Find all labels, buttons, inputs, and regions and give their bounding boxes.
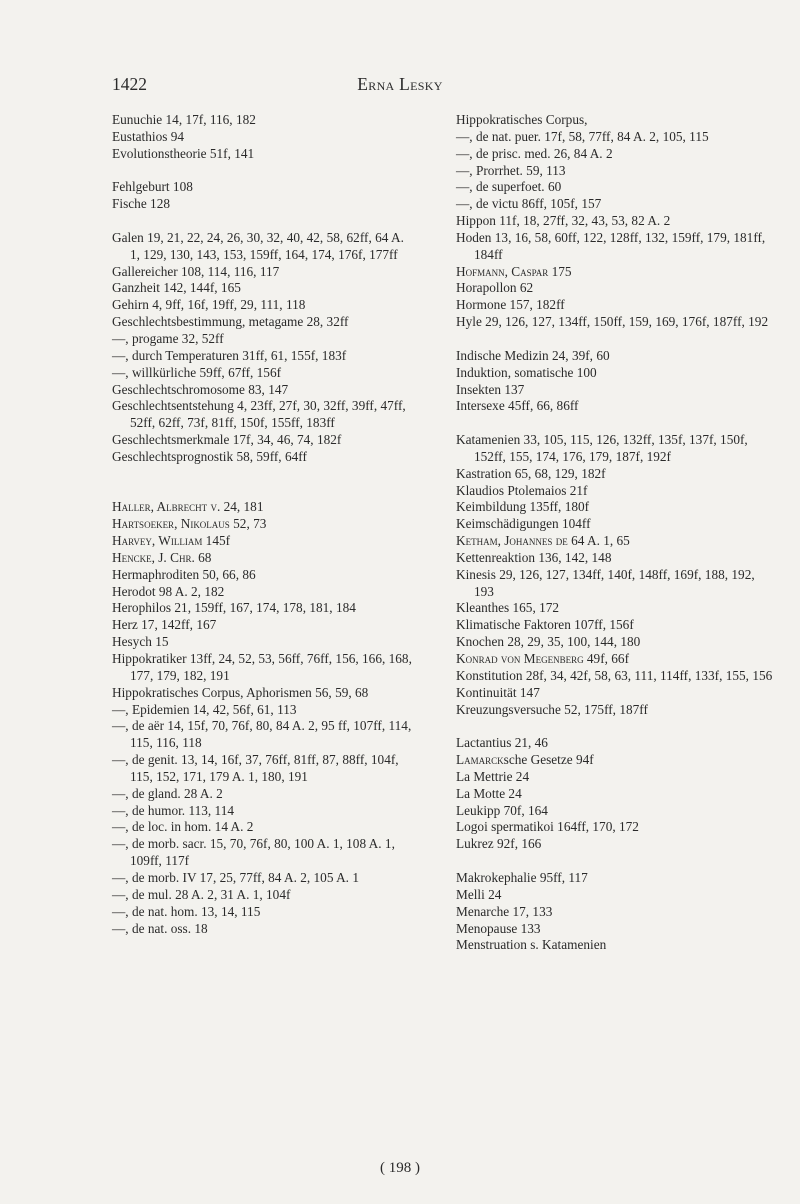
index-entry xyxy=(112,921,412,938)
index-entry-text: —, de aër 14, 15f, 70, 76f, 80, 84 A. 2, 95 ff, 107ff, 114, 115, 116, 118 xyxy=(112,718,412,751)
index-entry xyxy=(456,550,774,567)
section-gap xyxy=(456,415,774,432)
index-entry-text: —, de nat. puer. 17f, 58, 77ff, 84 A. 2, 105, 115 xyxy=(456,128,709,144)
index-entry xyxy=(112,718,412,752)
index-entry xyxy=(112,179,412,196)
running-head: Erna Lesky xyxy=(357,74,443,94)
index-entry-text: Gehirn 4, 9ff, 16f, 19ff, 29, 111, 118 xyxy=(112,297,306,313)
index-entry-text: Geschlechtsbestimmung, metagame 28, 32ff xyxy=(112,314,349,330)
section-gap xyxy=(456,853,774,870)
index-entry-text: Geschlechtsprognostik 58, 59ff, 64ff xyxy=(112,448,307,464)
page-header xyxy=(112,74,688,98)
index-entry xyxy=(456,651,774,668)
index-column-right xyxy=(456,112,774,954)
index-entry xyxy=(112,600,412,617)
index-entry-text: Makrokephalie 95ff, 117 xyxy=(456,869,588,885)
index-entry-text: Logoi spermatikoi 164ff, 170, 172 xyxy=(456,819,639,835)
index-entry-text: Kinesis 29, 126, 127, 134ff, 140f, 148ff, 169f, 188, 192, 193 xyxy=(456,566,755,599)
index-entry xyxy=(112,129,412,146)
index-entry-text: Eunuchie 14, 17f, 116, 182 xyxy=(112,112,256,127)
index-entry xyxy=(112,280,412,297)
index-entry xyxy=(112,449,412,466)
index-entry xyxy=(456,314,774,331)
index-entry-text: Insekten 137 xyxy=(456,381,525,397)
index-entry-text: Melli 24 xyxy=(456,886,502,902)
index-entry xyxy=(456,668,774,685)
index-entry-text: Konstitution 28f, 34, 42f, 58, 63, 111, 114ff, 133f, 155, 156 xyxy=(456,667,773,683)
index-entry xyxy=(456,617,774,634)
index-entry-text: Menarche 17, 133 xyxy=(456,903,553,919)
index-entry-text: —, de nat. oss. 18 xyxy=(112,920,208,936)
index-entry xyxy=(456,735,774,752)
index-entry-text: Lactantius 21, 46 xyxy=(456,735,548,751)
index-entry-text: La Mettrie 24 xyxy=(456,768,530,784)
index-entry xyxy=(112,365,412,382)
index-entry-text: 64 A. 1, 65 xyxy=(567,533,630,549)
index-entry xyxy=(112,752,412,786)
index-entry xyxy=(456,382,774,399)
index-entry-text: Herz 17, 142ff, 167 xyxy=(112,617,217,633)
index-entry xyxy=(456,533,774,550)
index-entry-text: Geschlechtsmerkmale 17f, 34, 46, 74, 182f xyxy=(112,432,342,448)
index-entry xyxy=(112,617,412,634)
index-entry xyxy=(112,634,412,651)
index-entry xyxy=(456,887,774,904)
index-entry xyxy=(456,146,774,163)
index-entry xyxy=(112,685,412,702)
index-entry-text: 68 xyxy=(194,549,212,565)
index-entry-name: Harvey, William xyxy=(112,533,203,549)
index-entry-text: Evolutionstheorie 51f, 141 xyxy=(112,145,255,161)
index-entry-text: —, Epidemien 14, 42, 56f, 61, 113 xyxy=(112,701,297,717)
index-entry-text: —, de victu 86ff, 105f, 157 xyxy=(456,196,602,212)
index-entry xyxy=(112,584,412,601)
index-entry xyxy=(456,803,774,820)
index-entry-text: Menopause 133 xyxy=(456,920,541,936)
index-entry xyxy=(112,499,412,516)
index-entry xyxy=(456,398,774,415)
index-entry-text: Hyle 29, 126, 127, 134ff, 150ff, 159, 169, 176f, 187ff, 192 xyxy=(456,314,769,330)
index-entry xyxy=(112,533,412,550)
index-entry xyxy=(112,819,412,836)
index-entry-name: Lamarck xyxy=(456,752,504,768)
index-entry-text: Knochen 28, 29, 35, 100, 144, 180 xyxy=(456,634,641,650)
index-entry-text: Fische 128 xyxy=(112,196,170,212)
index-entry-name: Hofmann, Caspar xyxy=(456,263,549,279)
index-entry-text: Indische Medizin 24, 39f, 60 xyxy=(456,347,610,363)
index-entry-text: Leukipp 70f, 164 xyxy=(456,802,548,818)
section-gap xyxy=(112,163,412,180)
index-entry-text: —, de loc. in hom. 14 A. 2 xyxy=(112,819,254,835)
index-entry-text: —, de nat. hom. 13, 14, 115 xyxy=(112,903,261,919)
page-number: 1422 xyxy=(112,74,147,94)
index-entry-text: —, willkürliche 59ff, 67ff, 156f xyxy=(112,364,282,380)
index-entry-text: —, de humor. 113, 114 xyxy=(112,802,235,818)
index-entry-text: Eustathios 94 xyxy=(112,128,185,144)
index-entry-text: Intersexe 45ff, 66, 86ff xyxy=(456,398,579,414)
index-entry-text: Fehlgeburt 108 xyxy=(112,179,193,195)
section-gap xyxy=(112,213,412,230)
index-entry xyxy=(456,786,774,803)
index-entry-text: Klimatische Faktoren 107ff, 156f xyxy=(456,617,634,633)
index-entry xyxy=(456,600,774,617)
index-entry-text: —, de morb. IV 17, 25, 77ff, 84 A. 2, 105 A. 1 xyxy=(112,869,359,885)
index-entry xyxy=(112,702,412,719)
index-entry-text: 175 xyxy=(548,263,572,279)
index-entry-text: Menstruation s. Katamenien xyxy=(456,937,607,953)
index-entry xyxy=(456,937,774,954)
index-entry-text: —, de mul. 28 A. 2, 31 A. 1, 104f xyxy=(112,886,291,902)
index-entry xyxy=(456,870,774,887)
index-entry xyxy=(456,904,774,921)
index-entry xyxy=(456,112,774,129)
index-entry-text: Hesych 15 xyxy=(112,634,169,650)
index-entry xyxy=(112,803,412,820)
index-entry-text: Klaudios Ptolemaios 21f xyxy=(456,482,588,498)
index-entry xyxy=(112,382,412,399)
index-entry xyxy=(456,230,774,264)
index-entry xyxy=(456,365,774,382)
index-entry xyxy=(456,836,774,853)
index-entry-text: 24, 181 xyxy=(220,499,264,515)
index-entry-text: Geschlechtsentstehung 4, 23ff, 27f, 30, 32ff, 39ff, 47ff, 52ff, 62ff, 73f, 81ff, 150f, 155ff, 183ff xyxy=(112,398,406,431)
index-entry xyxy=(456,163,774,180)
index-entry xyxy=(112,297,412,314)
index-column-left xyxy=(112,112,412,937)
index-entry xyxy=(456,483,774,500)
index-entry-text: —, de genit. 13, 14, 16f, 37, 76ff, 81ff, 87, 88ff, 104f, 115, 152, 171, 179 A. 1, 180, 191 xyxy=(112,752,399,784)
index-entry-text: —, Prorrhet. 59, 113 xyxy=(456,162,566,178)
index-entry-text: Ganzheit 142, 144f, 165 xyxy=(112,280,241,296)
index-entry-text: 49f, 66f xyxy=(583,651,630,666)
index-entry-text: Hermaphroditen 50, 66, 86 xyxy=(112,566,256,582)
index-entry-text: 52, 73 xyxy=(229,516,267,532)
index-entry xyxy=(112,786,412,803)
index-entry xyxy=(456,432,774,466)
index-entry xyxy=(112,264,412,281)
index-entry-name: Hencke, J. Chr. xyxy=(112,549,195,565)
index-entry xyxy=(112,348,412,365)
index-entry-text: Kastration 65, 68, 129, 182f xyxy=(456,465,606,481)
index-entry xyxy=(112,146,412,163)
index-entry-text: Katamenien 33, 105, 115, 126, 132ff, 135f, 137f, 150f, 152ff, 155, 174, 176, 179, 187f, 192f xyxy=(456,432,748,464)
index-entry-text: Hoden 13, 16, 58, 60ff, 122, 128ff, 132, 159ff, 179, 181ff, 184ff xyxy=(456,229,766,262)
index-entry xyxy=(112,836,412,870)
index-entry-text: —, de gland. 28 A. 2 xyxy=(112,785,223,801)
index-entry xyxy=(112,196,412,213)
section-gap xyxy=(456,718,774,735)
index-entry-text: —, de superfoet. 60 xyxy=(456,179,562,195)
index-entry-text: Gallereicher 108, 114, 116, 117 xyxy=(112,263,280,279)
index-entry-text: Geschlechtschromosome 83, 147 xyxy=(112,381,289,397)
index-entry xyxy=(112,331,412,348)
index-entry-text: Kontinuität 147 xyxy=(456,684,540,700)
index-entry-text: —, de morb. sacr. 15, 70, 76f, 80, 100 A. 1, 108 A. 1, 109ff, 117f xyxy=(112,836,395,869)
index-entry xyxy=(456,567,774,601)
index-entry xyxy=(456,634,774,651)
index-entry-name: Ketham, Johannes de xyxy=(456,533,568,549)
index-entry-text: Lukrez 92f, 166 xyxy=(456,836,542,852)
index-entry xyxy=(456,213,774,230)
page-folio: ( 198 ) xyxy=(380,1160,420,1176)
index-entry-text: 145f xyxy=(202,533,231,549)
index-entry xyxy=(112,651,412,685)
index-entry-text: Hormone 157, 182ff xyxy=(456,297,565,313)
index-entry-text: Keimschädigungen 104ff xyxy=(456,516,591,532)
index-entry-text: Keimbildung 135ff, 180f xyxy=(456,499,590,515)
index-entry xyxy=(456,179,774,196)
index-entry-text: —, progame 32, 52ff xyxy=(112,330,224,346)
index-entry-text: Herodot 98 A. 2, 182 xyxy=(112,583,225,599)
index-entry xyxy=(112,887,412,904)
index-entry xyxy=(112,314,412,331)
index-entry-text: Horapollon 62 xyxy=(456,280,534,296)
index-entry xyxy=(456,499,774,516)
index-entry-text: Hippokratiker 13ff, 24, 52, 53, 56ff, 76ff, 156, 166, 168, 177, 179, 182, 191 xyxy=(112,651,412,683)
index-entry xyxy=(456,769,774,786)
index-entry-text: —, durch Temperaturen 31ff, 61, 155f, 183f xyxy=(112,347,347,363)
index-entry-text: Herophilos 21, 159ff, 167, 174, 178, 181, 184 xyxy=(112,600,356,616)
section-gap xyxy=(112,466,412,483)
index-entry-text: Hippokratisches Corpus, xyxy=(456,112,588,127)
index-entry-text: Kettenreaktion 136, 142, 148 xyxy=(456,549,612,565)
index-entry xyxy=(456,129,774,146)
index-entry xyxy=(112,567,412,584)
index-entry xyxy=(456,752,774,769)
index-entry xyxy=(456,685,774,702)
index-entry xyxy=(456,921,774,938)
index-entry xyxy=(456,280,774,297)
index-entry xyxy=(456,264,774,281)
index-entry-text: Galen 19, 21, 22, 24, 26, 30, 32, 40, 42, 58, 62ff, 64 A. 1, 129, 130, 143, 153, 159ff, 164, 174, 176f, 177ff xyxy=(112,229,404,262)
index-entry xyxy=(112,432,412,449)
index-entry-name: Haller, Albrecht v. xyxy=(112,499,221,515)
index-entry-text: La Motte 24 xyxy=(456,785,522,801)
index-entry-text: Hippokratisches Corpus, Aphorismen 56, 59, 68 xyxy=(112,684,369,700)
index-entry-text: —, de prisc. med. 26, 84 A. 2 xyxy=(456,145,613,161)
index-entry-text: Kleanthes 165, 172 xyxy=(456,600,560,616)
index-entry xyxy=(456,819,774,836)
index-entry xyxy=(112,230,412,264)
index-entry-text: Kreuzungsversuche 52, 175ff, 187ff xyxy=(456,701,648,717)
index-entry xyxy=(112,112,412,129)
section-gap xyxy=(456,331,774,348)
section-gap xyxy=(112,483,412,500)
index-entry xyxy=(112,550,412,567)
index-entry-text: Hippon 11f, 18, 27ff, 32, 43, 53, 82 A. 2 xyxy=(456,213,671,229)
index-entry xyxy=(456,516,774,533)
index-entry xyxy=(112,870,412,887)
index-entry xyxy=(456,196,774,213)
index-entry-text: sche Gesetze 94f xyxy=(503,752,594,768)
index-entry xyxy=(112,904,412,921)
index-entry xyxy=(456,348,774,365)
index-entry xyxy=(112,398,412,432)
index-entry xyxy=(456,466,774,483)
index-entry xyxy=(112,516,412,533)
index-entry-name: Hartsoeker, Nikolaus xyxy=(112,516,230,532)
index-entry xyxy=(456,702,774,719)
index-entry xyxy=(456,297,774,314)
index-entry-name: Konrad von Megenberg xyxy=(456,651,584,666)
index-entry-text: Induktion, somatische 100 xyxy=(456,364,597,380)
